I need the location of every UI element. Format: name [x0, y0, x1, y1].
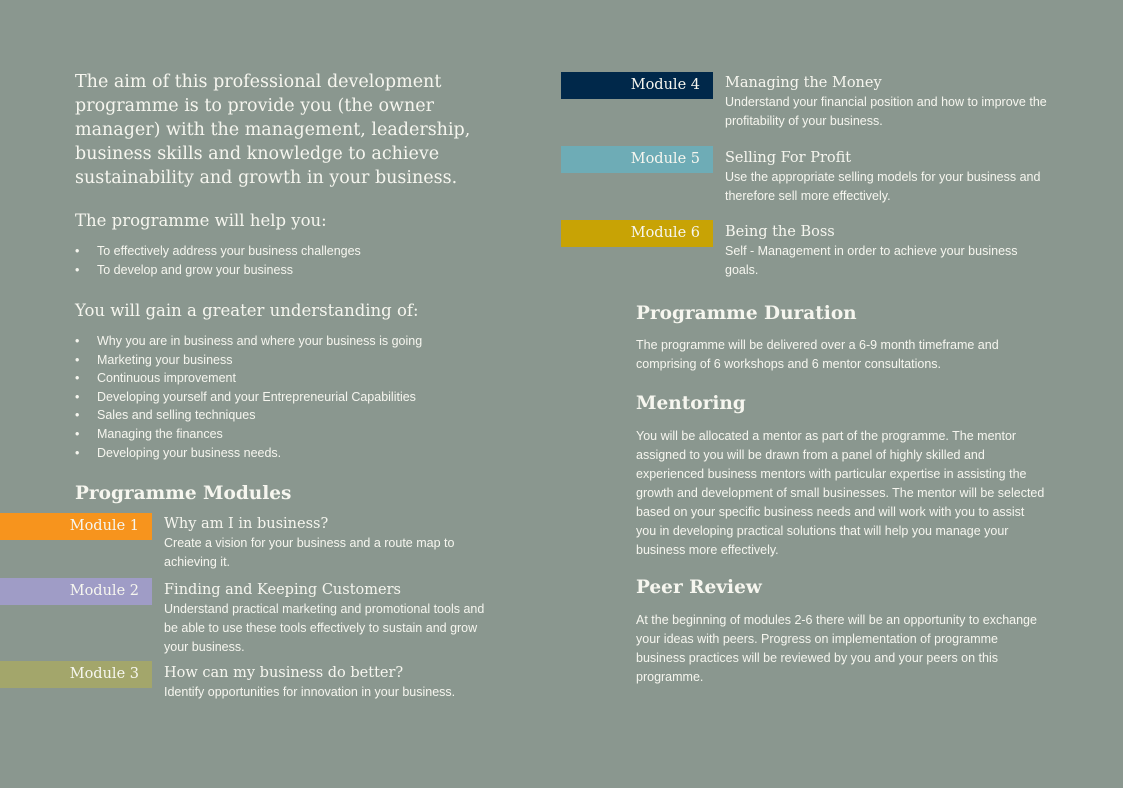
list-item: • Developing yourself and your Entrepreneurial Capabilities: [75, 388, 422, 407]
module-6-title: Being the Boss: [725, 224, 835, 240]
module-5-desc: Use the appropriate selling models for your business and therefore sell more effectively.: [725, 170, 1041, 203]
module-2-desc: Understand practical marketing and promotional tools and be able to use these tools effectively to sustain and grow your business.: [164, 602, 485, 654]
bullet-icon: •: [75, 426, 80, 441]
bullet-icon: •: [75, 262, 80, 277]
module-3-desc: Identify opportunities for innovation in your business.: [164, 685, 456, 699]
module-5-content: [725, 149, 1045, 206]
module-3-title: How can my business do better?: [164, 665, 404, 681]
module-1-desc: Create a vision for your business and a route map to achieving it.: [164, 536, 455, 569]
module-1-title: Why am I in business?: [164, 516, 329, 532]
module-6-band: [561, 220, 713, 247]
bullet-icon: •: [75, 445, 80, 460]
list-item: • Managing the finances: [75, 425, 422, 444]
module-6-content: [725, 223, 1045, 280]
duration-heading: Programme Duration: [636, 303, 857, 324]
understanding-heading: You will gain a greater understanding of:: [75, 301, 419, 320]
bullet-icon: •: [75, 408, 80, 423]
module-3-content: [164, 664, 494, 702]
module-3-label: Module 3: [69, 666, 139, 682]
module-5-title: Selling For Profit: [725, 150, 852, 166]
bullet-icon: •: [75, 389, 80, 404]
intro-paragraph: The aim of this professional development programme is to provide you (the owner manager) with the management, leadership, business skills and knowledge to achieve sustainability and growth in your business.: [75, 72, 471, 188]
module-5-label: Module 5: [630, 151, 700, 167]
module-4-band: [561, 72, 713, 99]
peer-review-heading: Peer Review: [636, 577, 762, 598]
module-1-band: [0, 513, 152, 540]
mentoring-text: You will be allocated a mentor as part of the programme. The mentor assigned to you will be drawn from a panel of highly skilled and experienced business mentors with particular expertise in assisting the growth and development of small businesses. The mentor will be selected based on your specific business needs and will work with you to assist you in developing practical solutions that will help you manage your business more effectively.: [636, 429, 1045, 557]
module-4-title: Managing the Money: [725, 75, 882, 91]
module-2-band: [0, 578, 152, 605]
module-1-label: Module 1: [69, 518, 139, 534]
peer-review-text: At the beginning of modules 2-6 there will be an opportunity to exchange your ideas with peers. Progress on implementation of programme business practices will be reviewed by you and your peers on this programme.: [636, 613, 1037, 684]
module-4-desc: Understand your financial position and how to improve the profitability of your business.: [725, 95, 1047, 128]
list-item: • Continuous improvement: [75, 369, 422, 388]
module-1-content: [164, 515, 484, 572]
modules-heading: Programme Modules: [75, 483, 292, 504]
module-5-band: [561, 146, 713, 173]
list-item: • Sales and selling techniques: [75, 406, 422, 425]
list-item: • Marketing your business: [75, 351, 422, 370]
help-heading: The programme will help you:: [75, 211, 327, 230]
module-2-title: Finding and Keeping Customers: [164, 582, 401, 598]
module-6-label: Module 6: [630, 225, 700, 241]
bullet-icon: •: [75, 371, 80, 386]
list-item: • Why you are in business and where your business is going: [75, 332, 422, 351]
bullet-icon: •: [75, 334, 80, 348]
help-list: [75, 242, 361, 279]
module-3-band: [0, 661, 152, 688]
bullet-icon: •: [75, 352, 80, 367]
bullet-icon: •: [75, 244, 80, 258]
understanding-list: [75, 332, 422, 462]
module-2-label: Module 2: [69, 583, 139, 599]
list-item: • To develop and grow your business: [75, 261, 361, 280]
module-4-label: Module 4: [630, 77, 700, 93]
list-item: • To effectively address your business challenges: [75, 242, 361, 261]
duration-text: The programme will be delivered over a 6-9 month timeframe and comprising of 6 workshops and 6 mentor consultations.: [636, 338, 999, 371]
list-item: • Developing your business needs.: [75, 444, 422, 463]
module-6-desc: Self - Management in order to achieve your business goals.: [725, 244, 1018, 277]
mentoring-heading: Mentoring: [636, 393, 746, 414]
module-4-content: [725, 74, 1055, 131]
module-2-content: [164, 581, 494, 657]
